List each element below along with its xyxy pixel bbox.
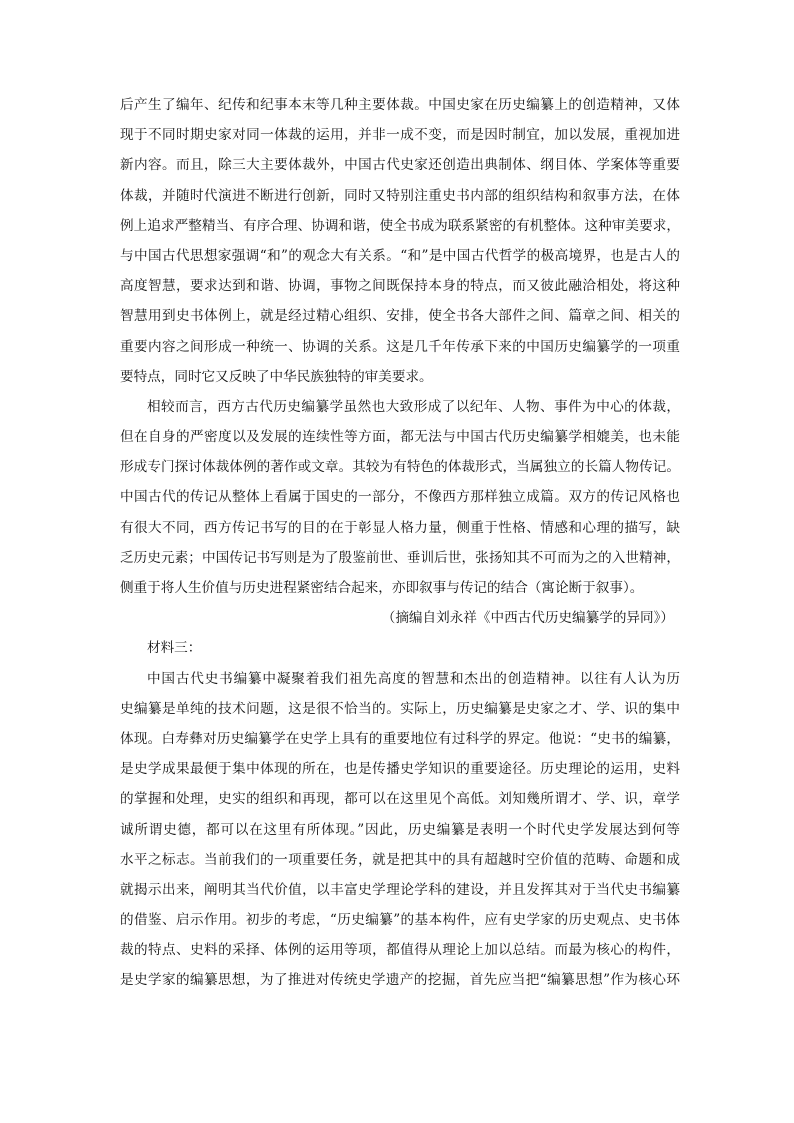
text-line: 但在自身的严密度以及发展的连续性等方面，都无法与中国古代历史编纂学相媲美，也未能 <box>120 429 680 446</box>
text-line: 中国古代史书编纂中凝聚着我们祖先高度的智慧和杰出的创造精神。以往有人认为历 <box>147 670 680 687</box>
text-line: 有很大不同，西方传记书写的目的在于彰显人格力量，侧重于性格、情感和心理的描写，缺 <box>120 519 680 536</box>
paragraph-comparison <box>120 392 680 603</box>
text-line: 与中国古代思想家强调“和”的观念大有关系。“和”是中国古代哲学的极高境界，也是古人的 <box>120 247 680 264</box>
paragraph-material-two-continued <box>120 90 680 392</box>
text-line: 新内容。而且，除三大主要体裁外，中国古代史家还创造出典制体、纲目体、学案体等重要 <box>120 157 680 174</box>
text-line: 是史学成果最便于集中体现的所在，也是传播史学知识的重要途径。历史理论的运用，史料 <box>120 761 680 778</box>
text-line: 乏历史元素；中国传记书写则是为了殷鉴前世、垂训后世，张扬知其不可而为之的入世精神， <box>120 549 680 566</box>
text-line: 重要内容之间形成一种统一、协调的关系。这是几千年传承下来的中国历史编纂学的一项重 <box>120 338 680 355</box>
source-citation: （摘编自刘永祥《中西古代历史编纂学的异同》） <box>381 610 674 627</box>
text-line: 形成专门探讨体裁体例的著作或文章。其较为有特色的体裁形式，当属独立的长篇人物传记。 <box>120 459 680 476</box>
text-line: 水平之标志。当前我们的一项重要任务，就是把其中的具有超越时空价值的范畴、命题和成 <box>120 851 680 868</box>
text-line: 相较而言，西方古代历史编纂学虽然也大致形成了以纪年、人物、事件为中心的体裁， <box>147 398 680 415</box>
document-page <box>120 90 680 996</box>
text-line: 裁的特点、史料的采择、体例的运用等项，都值得从理论上加以总结。而最为核心的构件， <box>120 942 680 959</box>
text-line: 就揭示出来，阐明其当代价值，以丰富史学理论学科的建设，并且发挥其对于当代史书编纂 <box>120 881 680 898</box>
section-heading-material-three: 材料三： <box>147 640 202 657</box>
text-line: 史编纂是单纯的技术问题，这是很不恰当的。实际上，历史编纂是史家之才、学、识的集中 <box>120 700 680 717</box>
text-line: 体裁，并随时代演进不断进行创新，同时又特别注重史书内部的组织结构和叙事方法，在体 <box>120 187 680 204</box>
text-line: 中国古代的传记从整体上看属于国史的一部分，不像西方那样独立成篇。双方的传记风格也 <box>120 489 680 506</box>
text-line: 例上追求严整精当、有序合理、协调和谐，使全书成为联系紧密的有机整体。这种审美要求， <box>120 217 680 234</box>
text-line: 要特点，同时它又反映了中华民族独特的审美要求。 <box>120 368 433 385</box>
text-line: 现于不同时期史家对同一体裁的运用，并非一成不变，而是因时制宜，加以发展，重视加进 <box>120 127 680 144</box>
text-line: 体现。白寿彝对历史编纂学在史学上具有的重要地位有过科学的界定。他说：“史书的编纂， <box>120 730 680 747</box>
text-line: 高度智慧，要求达到和谐、协调，事物之间既保持本身的特点，而又彼此融洽相处，将这种 <box>120 278 680 295</box>
paragraph-material-three <box>120 664 680 996</box>
text-line: 诚所谓史德，都可以在这里有所体现。”因此，历史编纂是表明一个时代史学发展达到何等 <box>120 821 680 838</box>
text-line: 智慧用到史书体例上，就是经过精心组织、安排，使全书各大部件之间、篇章之间、相关的 <box>120 308 680 325</box>
text-line: 是史学家的编纂思想，为了推进对传统史学遗产的挖掘，首先应当把“编纂思想”作为核心环 <box>120 972 680 989</box>
text-line: 后产生了编年、纪传和纪事本末等几种主要体裁。中国史家在历史编纂上的创造精神，又体 <box>120 97 680 113</box>
text-line: 的借鉴、启示作用。初步的考虑，“历史编纂”的基本构件，应有史学家的历史观点、史书体 <box>120 912 680 929</box>
text-line: 的掌握和处理，史实的组织和再现，都可以在这里见个高低。刘知幾所谓才、学、识，章学 <box>120 791 680 808</box>
text-line: 侧重于将人生价值与历史进程紧密结合起来，亦即叙事与传记的结合（寓论断于叙事）。 <box>120 580 644 596</box>
